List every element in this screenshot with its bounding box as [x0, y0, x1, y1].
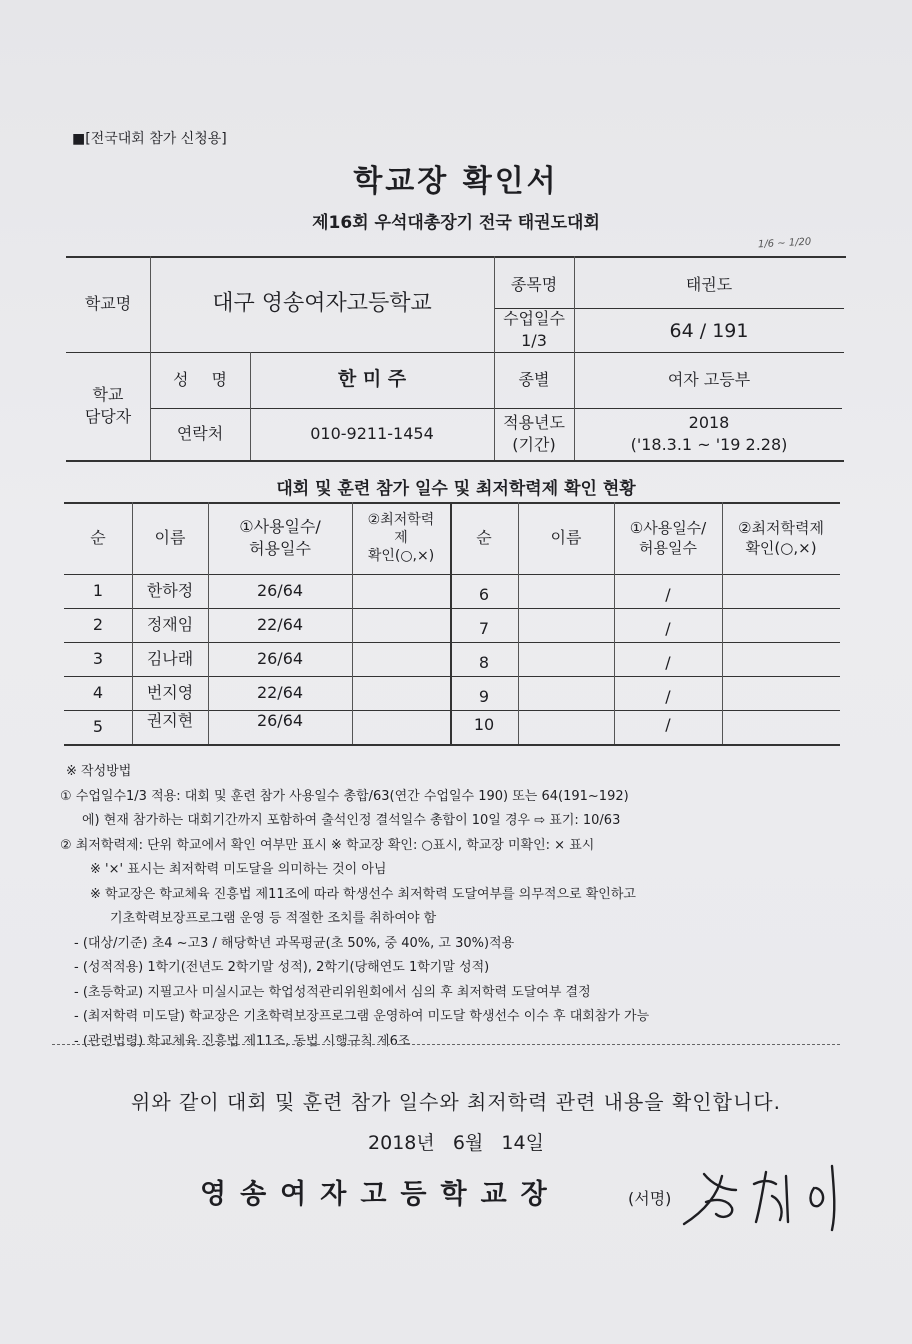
- row-no: 9: [478, 687, 490, 707]
- confirmation-text: 위와 같이 대회 및 훈련 참가 일수와 최저학력 관련 내용을 확인합니다.: [131, 1090, 781, 1114]
- header-minlevel-line3: 확인(○,×): [367, 548, 435, 565]
- row-name: 권지현: [146, 711, 194, 731]
- row-check: [722, 612, 840, 646]
- row-name: [518, 708, 614, 742]
- row-check: [352, 608, 450, 642]
- detail-law: - (관련법령) 학교체육 진흥법 제11조, 동법 시행규칙 제6조: [74, 1033, 411, 1049]
- row-check: [722, 578, 840, 612]
- category-value: 여자 고등부: [667, 370, 751, 390]
- row-check: [352, 574, 450, 608]
- event-value: 태권도: [685, 275, 733, 295]
- event-label: 종목명: [510, 275, 558, 295]
- row-no: 6: [478, 585, 490, 605]
- issue-date: 2018년 6월 14일: [368, 1132, 544, 1154]
- row-no: 3: [92, 649, 104, 669]
- note-4: ※ 학교장은 학교체육 진흥법 제11조에 따라 학생선수 최저학력 도달여부를 의무적으로 확인하고: [90, 886, 636, 902]
- row-no: 1: [92, 581, 104, 601]
- days-label-line2: 1/3: [521, 331, 547, 350]
- header-days-right-line2: 허용일수: [639, 539, 697, 557]
- header-minlevel-line2: 제: [394, 529, 408, 546]
- note-2: ② 최저학력제: 단위 학교에서 확인 여부만 표시 ※ 학교장 확인: ○표시, 학교장 미확인: × 표시: [60, 837, 595, 853]
- header-name-left: 이름: [154, 528, 186, 548]
- row-days: /: [665, 585, 671, 605]
- row-days: 22/64: [256, 683, 304, 703]
- row-name: [518, 646, 614, 680]
- contact-group-label-line2: 담당자: [84, 407, 132, 426]
- row-name: [518, 578, 614, 612]
- divider: [52, 1044, 840, 1045]
- row-name: 김나래: [146, 649, 194, 669]
- row-days: /: [665, 653, 671, 673]
- section-title: 대회 및 훈련 참가 일수 및 최저학력제 확인 현황: [276, 479, 636, 499]
- row-days: /: [665, 715, 671, 735]
- header-minlevel-left: [352, 502, 450, 574]
- handwritten-note: 1/6 ~ 1/20: [757, 236, 812, 251]
- year-value-line1: 2018: [688, 413, 730, 433]
- year-value-line2: ('18.3.1 ~ '19 2.28): [630, 435, 788, 454]
- row-check: [722, 708, 840, 742]
- notes-heading: ※ 작성방법: [66, 764, 132, 779]
- note-1-cont: 에) 현재 참가하는 대회기간까지 포함하여 출석인정 결석일수 총합이 10일 경우 ⇨ 표기: 10/63: [82, 813, 621, 828]
- year-label-line1: 적용년도: [503, 413, 565, 433]
- note-3: ※ '×' 표시는 최저학력 미도달을 의미하는 것이 아님: [90, 862, 387, 877]
- phone-label: 연락처: [176, 424, 224, 444]
- row-days: 26/64: [256, 711, 304, 731]
- detail-not-reached: - (최저학력 미도달) 학교장은 기초학력보장프로그램 운영하여 미도달 학생선수 이수 후 대회참가 가능: [74, 1009, 650, 1024]
- header-minlevel-right-line2: 확인(○,×): [745, 539, 817, 557]
- header-minlevel-line1: ②최저학력: [367, 511, 435, 528]
- row-check: [352, 642, 450, 676]
- detail-grades: - (성적적용) 1학기(전년도 2학기말 성적), 2학기(당해연도 1학기말 성적): [74, 960, 490, 975]
- days-value: 64 / 191: [669, 320, 749, 343]
- header-days-right-line1: ①사용일수/: [629, 518, 707, 537]
- row-days: /: [665, 619, 671, 639]
- signature-label: (서명): [628, 1189, 672, 1208]
- contact-group-label: [66, 352, 150, 460]
- handwritten-signature: [676, 1150, 866, 1236]
- row-days: 22/64: [256, 615, 304, 635]
- row-name: [518, 612, 614, 646]
- header-days-right: [614, 502, 722, 574]
- document-title: 학교장 확인서: [353, 164, 559, 199]
- header-no-right: 순: [476, 528, 492, 548]
- header-days-line2: 허용일수: [249, 539, 311, 558]
- row-no: 4: [92, 683, 104, 703]
- category-label: 종별: [518, 370, 550, 390]
- days-label: [494, 308, 574, 352]
- row-no: 8: [478, 653, 490, 673]
- school-name: 대구 영송여자고등학교: [212, 291, 432, 317]
- phone-value: 010-9211-1454: [310, 424, 434, 444]
- contact-group-label-line1: 학교: [92, 385, 124, 405]
- header-no-left: 순: [90, 528, 106, 548]
- note-1: ① 수업일수1/3 적용: 대회 및 훈련 참가 사용일수 총합/63(연간 수업일수 190) 또는 64(191~192): [60, 788, 629, 804]
- form-type-tag: ■[전국대회 참가 신청용]: [72, 131, 227, 147]
- header-days-line1: ①사용일수/: [239, 517, 321, 537]
- header-minlevel-right: [722, 502, 840, 574]
- name-label: 성 명: [173, 370, 227, 390]
- row-name: 한하정: [146, 581, 194, 601]
- row-no: 2: [92, 615, 104, 635]
- header-minlevel-right-line1: ②최저학력제: [738, 518, 824, 537]
- row-check: [722, 646, 840, 680]
- name-value: 한 미 주: [337, 368, 407, 391]
- row-name: 번지영: [146, 683, 194, 703]
- row-no: 5: [92, 717, 104, 737]
- year-label: [494, 408, 574, 460]
- row-check: [352, 704, 450, 738]
- document-subtitle: 제16회 우석대총장기 전국 태권도대회: [312, 213, 600, 233]
- row-days: /: [665, 687, 671, 707]
- detail-target: - (대상/기준) 초4 ~고3 / 해당학년 과목평균(초 50%, 중 40%, 고 30%)적용: [74, 935, 515, 951]
- year-label-line2: (기간): [512, 435, 556, 454]
- row-name: 정재임: [146, 615, 194, 635]
- days-label-line1: 수업일수: [503, 309, 565, 329]
- year-value: [574, 408, 844, 460]
- row-no: 7: [478, 619, 490, 639]
- header-days-left: [208, 502, 352, 574]
- header-name-right: 이름: [550, 528, 582, 548]
- row-days: 26/64: [256, 649, 304, 669]
- row-days: 26/64: [256, 581, 304, 601]
- row-no: 10: [473, 715, 495, 735]
- instructions: [60, 760, 850, 1054]
- principal-title: 영송여자고등학교장: [200, 1179, 561, 1210]
- note-4-cont: 기초학력보장프로그램 운영 등 적절한 조치를 취하여야 함: [110, 911, 437, 926]
- detail-elementary: - (초등학교) 지필고사 미실시교는 학업성적관리위원회에서 심의 후 최저학력 도달여부 결정: [74, 984, 591, 1000]
- school-label: 학교명: [84, 294, 132, 314]
